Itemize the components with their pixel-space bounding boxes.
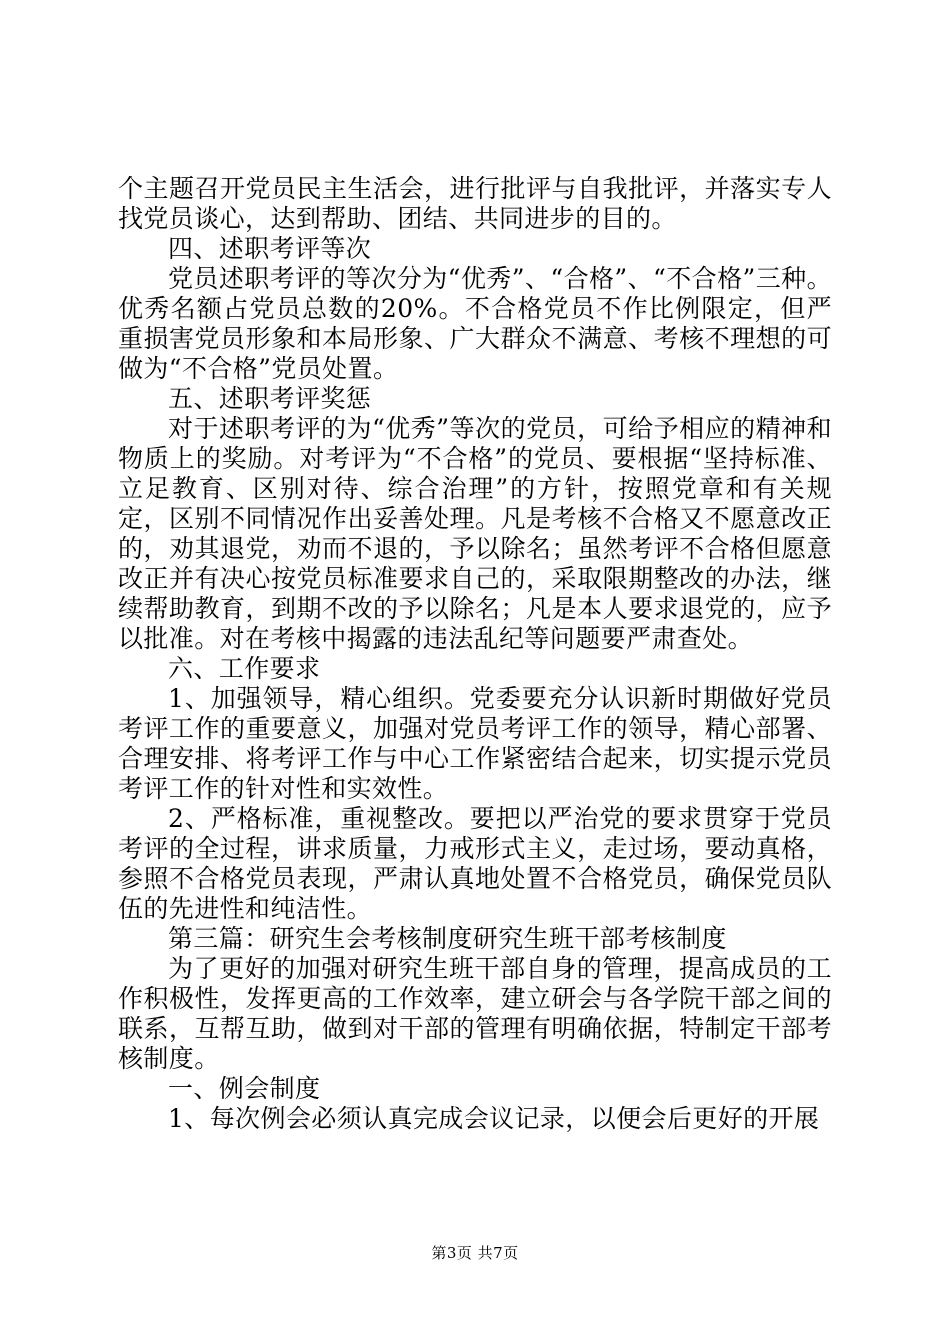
paragraph-continuation: 个主题召开党员民主生活会，进行批评与自我批评，并落实专人找党员谈心，达到帮助、团结、共同进步的目的。 xyxy=(118,174,832,233)
section-heading-6: 六、工作要求 xyxy=(168,654,321,683)
page-footer xyxy=(0,1243,950,1263)
paragraph-requirement-1: 1、加强领导，精心组织。党委要充分认识新时期做好党员考评工作的重要意义，加强对党员考评工作的领导，精心部署、合理安排、将考评工作与中心工作紧密结合起来，切实提示党员考评工作的针对性和实效性。 xyxy=(118,684,832,803)
paragraph-meeting-rule-1: 1、每次例会必须认真完成会议记录，以便会后更好的开展 xyxy=(168,1104,820,1133)
paragraph-rating-levels: 党员述职考评的等次分为“优秀”、“合格”、“不合格”三种。优秀名额占党员总数的20%。不合格党员不作比例限定，但严重损害党员形象和本局形象、广大群众不满意、考核不理想的可做为“不合格”党员处置。 xyxy=(118,264,832,383)
paragraph-requirement-2: 2、严格标准，重视整改。要把以严治党的要求贯穿于党员考评的全过程，讲求质量，力戒形式主义，走过场，要动真格，参照不合格党员表现，严肃认真地处置不合格党员，确保党员队伍的先进性和纯洁性。 xyxy=(118,804,832,923)
page-number: 第3页 共7页 xyxy=(431,1244,519,1262)
chapter-heading-3: 第三篇：研究生会考核制度研究生班干部考核制度 xyxy=(168,924,727,953)
section-heading-5: 五、述职考评奖惩 xyxy=(168,384,372,413)
section-heading-1: 一、例会制度 xyxy=(168,1074,321,1103)
document-body xyxy=(118,174,832,1134)
section-heading-4: 四、述职考评等次 xyxy=(168,234,372,263)
paragraph-intro: 为了更好的加强对研究生班干部自身的管理，提高成员的工作积极性，发挥更高的工作效率，建立研会与各学院干部之间的联系，互帮互助，做到对干部的管理有明确依据，特制定干部考核制度。 xyxy=(118,954,832,1073)
paragraph-rewards-penalties: 对于述职考评的为“优秀”等次的党员，可给予相应的精神和物质上的奖励。对考评为“不合格”的党员、要根据“坚持标准、立足教育、区别对待、综合治理”的方针，按照党章和有关规定，区别不同情况作出妥善处理。凡是考核不合格又不愿意改正的，劝其退党，劝而不退的，予以除名；虽然考评不合格但愿意改正并有决心按党员标准要求自己的，采取限期整改的办法，继续帮助教育，到期不改的予以除名；凡是本人要求退党的，应予以批准。对在考核中揭露的违法乱纪等问题要严肃查处。 xyxy=(118,414,832,653)
